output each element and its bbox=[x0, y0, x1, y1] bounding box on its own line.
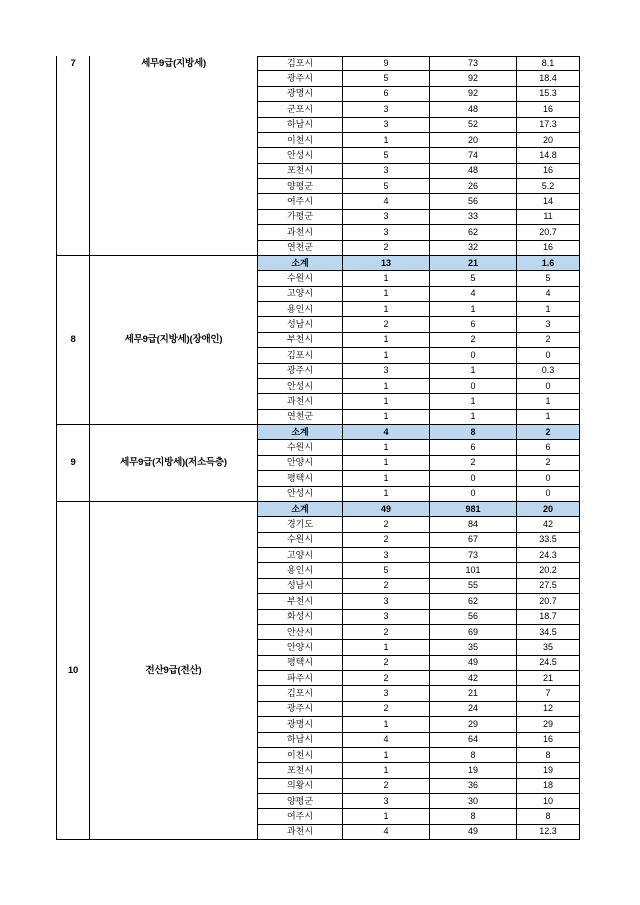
value-cell-3: 12 bbox=[517, 702, 580, 717]
value-cell-2: 19 bbox=[430, 763, 517, 778]
region-cell: 김포시 bbox=[258, 348, 343, 363]
region-cell: 과천시 bbox=[258, 225, 343, 240]
region-cell: 김포시 bbox=[258, 686, 343, 701]
region-cell: 과천시 bbox=[258, 825, 343, 840]
value-cell-3: 7 bbox=[517, 686, 580, 701]
region-cell: 연천군 bbox=[258, 410, 343, 425]
value-cell-3: 2 bbox=[517, 333, 580, 348]
group-number: 7 bbox=[56, 56, 90, 256]
value-cell-3: 16 bbox=[517, 733, 580, 748]
value-cell-2: 49 bbox=[430, 656, 517, 671]
region-cell: 광주시 bbox=[258, 702, 343, 717]
group-number: 10 bbox=[56, 502, 90, 840]
value-cell-2: 4 bbox=[430, 287, 517, 302]
value-cell-2: 48 bbox=[430, 102, 517, 117]
value-cell-1: 2 bbox=[343, 625, 430, 640]
region-cell: 연천군 bbox=[258, 241, 343, 256]
region-cell: 김포시 bbox=[258, 56, 343, 71]
value-cell-3: 42 bbox=[517, 517, 580, 532]
value-cell-3: 8 bbox=[517, 748, 580, 763]
value-cell-3: 12.3 bbox=[517, 825, 580, 840]
value-cell-2: 6 bbox=[430, 440, 517, 455]
value-cell-2: 8 bbox=[430, 809, 517, 824]
region-cell: 하남시 bbox=[258, 118, 343, 133]
group-number: 9 bbox=[56, 425, 90, 502]
value-cell-3: 8.1 bbox=[517, 56, 580, 71]
value-cell-2: 1 bbox=[430, 364, 517, 379]
value-cell-2: 56 bbox=[430, 610, 517, 625]
value-cell-2: 8 bbox=[430, 748, 517, 763]
value-cell-3: 8 bbox=[517, 809, 580, 824]
value-cell-3: 20.7 bbox=[517, 225, 580, 240]
region-cell: 광주시 bbox=[258, 71, 343, 86]
group-category: 전산9급(전산) bbox=[90, 502, 258, 840]
value-cell-2: 42 bbox=[430, 671, 517, 686]
value-cell-1: 1 bbox=[343, 456, 430, 471]
value-cell-3: 20 bbox=[517, 133, 580, 148]
value-cell-1: 3 bbox=[343, 794, 430, 809]
value-cell-1: 9 bbox=[343, 56, 430, 71]
value-cell-1: 1 bbox=[343, 394, 430, 409]
region-cell: 안산시 bbox=[258, 625, 343, 640]
value-cell-1: 13 bbox=[343, 256, 430, 271]
value-cell-3: 10 bbox=[517, 794, 580, 809]
value-cell-3: 24.5 bbox=[517, 656, 580, 671]
region-cell: 이천시 bbox=[258, 133, 343, 148]
value-cell-1: 3 bbox=[343, 164, 430, 179]
value-cell-2: 1 bbox=[430, 394, 517, 409]
group-category: 세무9급(지방세)(장애인) bbox=[90, 256, 258, 425]
region-cell: 포천시 bbox=[258, 763, 343, 778]
value-cell-2: 26 bbox=[430, 179, 517, 194]
value-cell-2: 73 bbox=[430, 548, 517, 563]
region-cell: 부천시 bbox=[258, 333, 343, 348]
value-cell-3: 21 bbox=[517, 671, 580, 686]
value-cell-2: 0 bbox=[430, 471, 517, 486]
value-cell-1: 3 bbox=[343, 364, 430, 379]
value-cell-2: 20 bbox=[430, 133, 517, 148]
value-cell-1: 2 bbox=[343, 671, 430, 686]
value-cell-2: 0 bbox=[430, 379, 517, 394]
region-cell: 양평군 bbox=[258, 794, 343, 809]
value-cell-3: 0 bbox=[517, 471, 580, 486]
value-cell-2: 1 bbox=[430, 410, 517, 425]
value-cell-3: 0 bbox=[517, 487, 580, 502]
region-cell: 화성시 bbox=[258, 610, 343, 625]
value-cell-2: 1 bbox=[430, 302, 517, 317]
region-cell: 용인시 bbox=[258, 302, 343, 317]
region-cell: 여주시 bbox=[258, 809, 343, 824]
value-cell-1: 2 bbox=[343, 779, 430, 794]
region-cell: 성남시 bbox=[258, 317, 343, 332]
value-cell-3: 20.2 bbox=[517, 563, 580, 578]
region-cell: 고양시 bbox=[258, 548, 343, 563]
value-cell-1: 1 bbox=[343, 410, 430, 425]
region-cell: 수원시 bbox=[258, 440, 343, 455]
group-number: 8 bbox=[56, 256, 90, 425]
value-cell-3: 27.5 bbox=[517, 579, 580, 594]
region-cell: 포천시 bbox=[258, 164, 343, 179]
value-cell-1: 5 bbox=[343, 148, 430, 163]
value-cell-1: 1 bbox=[343, 487, 430, 502]
value-cell-3: 18.4 bbox=[517, 71, 580, 86]
region-cell: 평택시 bbox=[258, 656, 343, 671]
value-cell-1: 2 bbox=[343, 579, 430, 594]
value-cell-3: 18.7 bbox=[517, 610, 580, 625]
value-cell-3: 2 bbox=[517, 456, 580, 471]
value-cell-3: 18 bbox=[517, 779, 580, 794]
value-cell-2: 24 bbox=[430, 702, 517, 717]
value-cell-3: 11 bbox=[517, 210, 580, 225]
value-cell-1: 2 bbox=[343, 317, 430, 332]
value-cell-1: 49 bbox=[343, 502, 430, 517]
value-cell-3: 1 bbox=[517, 410, 580, 425]
value-cell-2: 0 bbox=[430, 487, 517, 502]
value-cell-3: 15.3 bbox=[517, 87, 580, 102]
value-cell-1: 1 bbox=[343, 379, 430, 394]
value-cell-1: 1 bbox=[343, 763, 430, 778]
value-cell-1: 2 bbox=[343, 517, 430, 532]
value-cell-3: 16 bbox=[517, 164, 580, 179]
value-cell-1: 5 bbox=[343, 71, 430, 86]
value-cell-3: 16 bbox=[517, 102, 580, 117]
value-cell-2: 5 bbox=[430, 271, 517, 286]
value-cell-3: 1 bbox=[517, 302, 580, 317]
value-cell-1: 3 bbox=[343, 225, 430, 240]
region-cell: 광주시 bbox=[258, 364, 343, 379]
value-cell-3: 1.6 bbox=[517, 256, 580, 271]
region-cell: 안성시 bbox=[258, 379, 343, 394]
value-cell-2: 29 bbox=[430, 717, 517, 732]
value-cell-1: 4 bbox=[343, 194, 430, 209]
region-cell: 수원시 bbox=[258, 533, 343, 548]
value-cell-2: 64 bbox=[430, 733, 517, 748]
value-cell-1: 3 bbox=[343, 548, 430, 563]
value-cell-2: 56 bbox=[430, 194, 517, 209]
region-cell: 용인시 bbox=[258, 563, 343, 578]
value-cell-2: 8 bbox=[430, 425, 517, 440]
value-cell-1: 1 bbox=[343, 271, 430, 286]
value-cell-3: 6 bbox=[517, 440, 580, 455]
value-cell-2: 981 bbox=[430, 502, 517, 517]
region-cell: 성남시 bbox=[258, 579, 343, 594]
value-cell-1: 4 bbox=[343, 825, 430, 840]
value-cell-1: 3 bbox=[343, 594, 430, 609]
value-cell-2: 101 bbox=[430, 563, 517, 578]
value-cell-1: 1 bbox=[343, 717, 430, 732]
value-cell-1: 3 bbox=[343, 210, 430, 225]
value-cell-1: 1 bbox=[343, 287, 430, 302]
region-cell: 평택시 bbox=[258, 471, 343, 486]
value-cell-1: 4 bbox=[343, 733, 430, 748]
value-cell-3: 29 bbox=[517, 717, 580, 732]
value-cell-1: 1 bbox=[343, 348, 430, 363]
value-cell-1: 4 bbox=[343, 425, 430, 440]
region-cell: 가평군 bbox=[258, 210, 343, 225]
region-cell: 광명시 bbox=[258, 87, 343, 102]
value-cell-1: 1 bbox=[343, 640, 430, 655]
value-cell-3: 2 bbox=[517, 425, 580, 440]
value-cell-2: 92 bbox=[430, 87, 517, 102]
value-cell-3: 0.3 bbox=[517, 364, 580, 379]
value-cell-3: 24.3 bbox=[517, 548, 580, 563]
value-cell-1: 1 bbox=[343, 440, 430, 455]
region-cell: 군포시 bbox=[258, 102, 343, 117]
value-cell-2: 73 bbox=[430, 56, 517, 71]
value-cell-3: 5 bbox=[517, 271, 580, 286]
group-category: 세무9급(지방세)(저소득층) bbox=[90, 425, 258, 502]
value-cell-3: 4 bbox=[517, 287, 580, 302]
value-cell-3: 0 bbox=[517, 379, 580, 394]
value-cell-3: 14.8 bbox=[517, 148, 580, 163]
value-cell-2: 48 bbox=[430, 164, 517, 179]
value-cell-1: 2 bbox=[343, 533, 430, 548]
value-cell-3: 1 bbox=[517, 394, 580, 409]
region-cell: 경기도 bbox=[258, 517, 343, 532]
value-cell-2: 69 bbox=[430, 625, 517, 640]
value-cell-1: 6 bbox=[343, 87, 430, 102]
value-cell-1: 3 bbox=[343, 118, 430, 133]
value-cell-3: 34.5 bbox=[517, 625, 580, 640]
value-cell-2: 49 bbox=[430, 825, 517, 840]
value-cell-2: 0 bbox=[430, 348, 517, 363]
value-cell-1: 1 bbox=[343, 471, 430, 486]
value-cell-2: 52 bbox=[430, 118, 517, 133]
value-cell-2: 21 bbox=[430, 256, 517, 271]
value-cell-2: 6 bbox=[430, 317, 517, 332]
value-cell-3: 33.5 bbox=[517, 533, 580, 548]
region-cell: 수원시 bbox=[258, 271, 343, 286]
group-category: 세무9급(지방세) bbox=[90, 56, 258, 256]
subtotal-label-cell: 소계 bbox=[258, 425, 343, 440]
value-cell-1: 3 bbox=[343, 610, 430, 625]
value-cell-2: 33 bbox=[430, 210, 517, 225]
value-cell-2: 30 bbox=[430, 794, 517, 809]
value-cell-1: 3 bbox=[343, 102, 430, 117]
region-cell: 고양시 bbox=[258, 287, 343, 302]
value-cell-2: 74 bbox=[430, 148, 517, 163]
region-cell: 파주시 bbox=[258, 671, 343, 686]
value-cell-3: 17.3 bbox=[517, 118, 580, 133]
value-cell-2: 21 bbox=[430, 686, 517, 701]
region-cell: 부천시 bbox=[258, 594, 343, 609]
region-cell: 안양시 bbox=[258, 456, 343, 471]
subtotal-label-cell: 소계 bbox=[258, 502, 343, 517]
value-cell-1: 1 bbox=[343, 333, 430, 348]
value-cell-2: 35 bbox=[430, 640, 517, 655]
value-cell-1: 1 bbox=[343, 302, 430, 317]
value-cell-3: 5.2 bbox=[517, 179, 580, 194]
value-cell-1: 1 bbox=[343, 748, 430, 763]
value-cell-3: 14 bbox=[517, 194, 580, 209]
region-cell: 안양시 bbox=[258, 640, 343, 655]
region-cell: 양평군 bbox=[258, 179, 343, 194]
value-cell-3: 20.7 bbox=[517, 594, 580, 609]
value-cell-1: 1 bbox=[343, 809, 430, 824]
value-cell-2: 36 bbox=[430, 779, 517, 794]
subtotal-label-cell: 소계 bbox=[258, 256, 343, 271]
value-cell-1: 2 bbox=[343, 241, 430, 256]
region-cell: 하남시 bbox=[258, 733, 343, 748]
value-cell-1: 3 bbox=[343, 686, 430, 701]
value-cell-1: 1 bbox=[343, 133, 430, 148]
value-cell-2: 2 bbox=[430, 456, 517, 471]
value-cell-3: 16 bbox=[517, 241, 580, 256]
region-cell: 과천시 bbox=[258, 394, 343, 409]
value-cell-3: 19 bbox=[517, 763, 580, 778]
value-cell-2: 55 bbox=[430, 579, 517, 594]
value-cell-2: 32 bbox=[430, 241, 517, 256]
value-cell-2: 84 bbox=[430, 517, 517, 532]
region-cell: 의왕시 bbox=[258, 779, 343, 794]
region-cell: 안성시 bbox=[258, 148, 343, 163]
region-cell: 여주시 bbox=[258, 194, 343, 209]
value-cell-3: 0 bbox=[517, 348, 580, 363]
value-cell-3: 3 bbox=[517, 317, 580, 332]
value-cell-1: 5 bbox=[343, 563, 430, 578]
value-cell-2: 92 bbox=[430, 71, 517, 86]
value-cell-1: 5 bbox=[343, 179, 430, 194]
region-cell: 이천시 bbox=[258, 748, 343, 763]
value-cell-1: 2 bbox=[343, 702, 430, 717]
region-cell: 광명시 bbox=[258, 717, 343, 732]
value-cell-3: 20 bbox=[517, 502, 580, 517]
value-cell-2: 2 bbox=[430, 333, 517, 348]
recruitment-table bbox=[56, 56, 580, 840]
region-cell: 안성시 bbox=[258, 487, 343, 502]
value-cell-2: 62 bbox=[430, 594, 517, 609]
value-cell-2: 62 bbox=[430, 225, 517, 240]
value-cell-3: 35 bbox=[517, 640, 580, 655]
value-cell-1: 2 bbox=[343, 656, 430, 671]
value-cell-2: 67 bbox=[430, 533, 517, 548]
